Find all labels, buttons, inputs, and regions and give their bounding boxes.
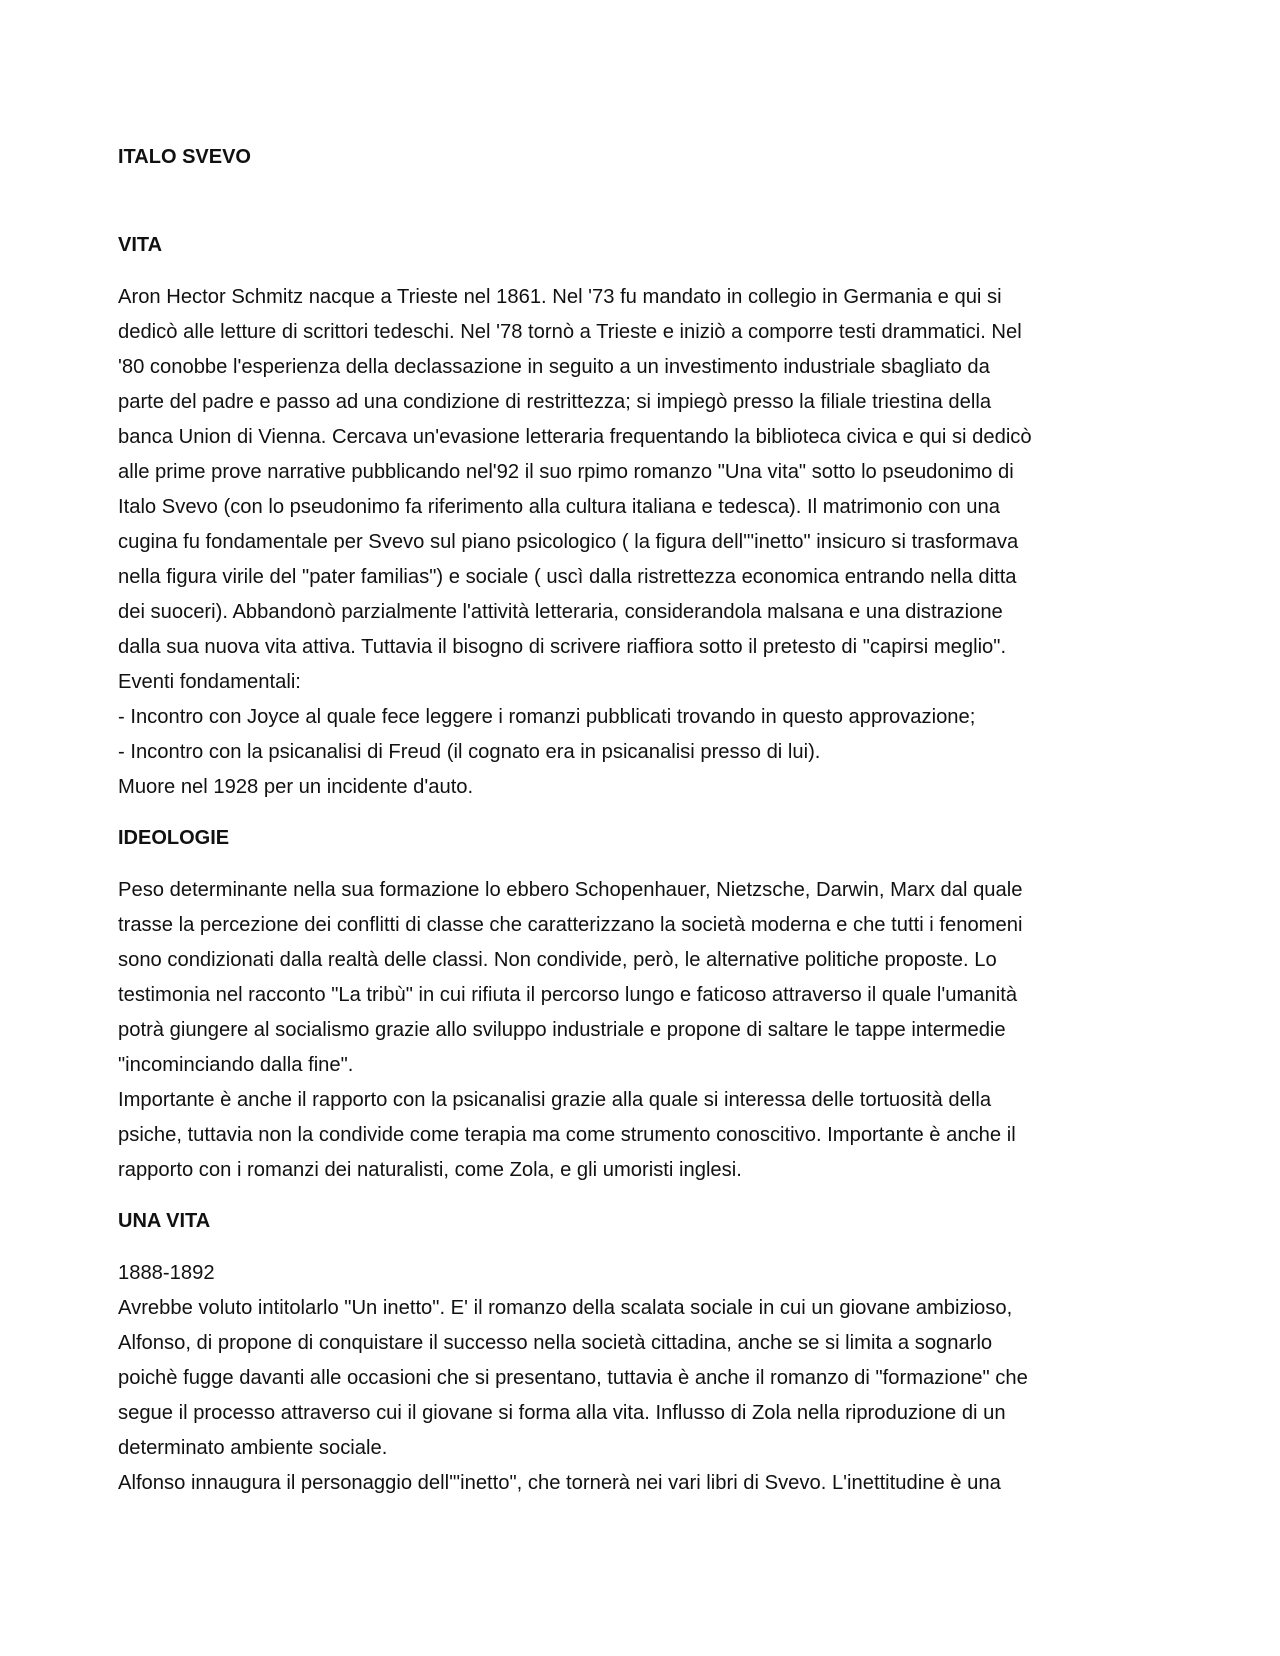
spacer (118, 1188, 1158, 1204)
section-heading: IDEOLOGIE (118, 827, 230, 849)
paragraph-line: poichè fugge davanti alle occasioni che si presentano, tuttavia è anche il romanzo di "formazione" che (118, 1367, 1028, 1389)
paragraph-line: dalla sua nuova vita attiva. Tuttavia il bisogno di scrivere riaffiora sotto il pretesto di "capirsi meglio". (118, 636, 1007, 658)
paragraph-line: Alfonso, di propone di conquistare il successo nella società cittadina, anche se si limita a sognarlo (118, 1332, 993, 1354)
document-title: ITALO SVEVO (118, 146, 251, 168)
spacer (118, 805, 1158, 821)
paragraph-line: banca Union di Vienna. Cercava un'evasione letteraria frequentando la biblioteca civica e qui si dedicò (118, 426, 1032, 448)
section-body (118, 1256, 1158, 1501)
paragraph-line: segue il processo attraverso cui il giovane si forma alla vita. Influsso di Zola nella riproduzione di un (118, 1402, 1006, 1424)
paragraph-line: alle prime prove narrative pubblicando nel'92 il suo rpimo romanzo "Una vita" sotto lo pseudonimo di (118, 461, 1014, 483)
paragraph-line: sono condizionati dalla realtà delle classi. Non condivide, però, le alternative politiche proposte. Lo (118, 949, 997, 971)
paragraph-line: Avrebbe voluto intitolarlo "Un inetto". E' il romanzo della scalata sociale in cui un giovane ambizioso, (118, 1297, 1013, 1319)
document-page (118, 140, 1158, 1501)
spacer (118, 174, 1158, 228)
paragraph-line: rapporto con i romanzi dei naturalisti, come Zola, e gli umoristi inglesi. (118, 1159, 742, 1181)
paragraph-line: dedicò alle letture di scrittori tedeschi. Nel '78 tornò a Trieste e iniziò a comporre testi drammatici. Nel (118, 321, 1022, 343)
paragraph-line: '80 conobbe l'esperienza della declassazione in seguito a un investimento industriale sbagliato da (118, 356, 990, 378)
section-body (118, 280, 1158, 805)
section-vita (118, 228, 1158, 805)
paragraph-line: cugina fu fondamentale per Svevo sul piano psicologico ( la figura dell'"inetto" insicuro si trasformava (118, 531, 1019, 553)
paragraph-line: Italo Svevo (con lo pseudonimo fa riferimento alla cultura italiana e tedesca). Il matrimonio con una (118, 496, 1000, 518)
paragraph-line: Eventi fondamentali: (118, 671, 301, 693)
paragraph-line: determinato ambiente sociale. (118, 1437, 388, 1459)
section-body (118, 873, 1158, 1188)
paragraph-line: nella figura virile del "pater familias") e sociale ( uscì dalla ristrettezza economica entrando nella ditta (118, 566, 1017, 588)
paragraph-line: potrà giungere al socialismo grazie allo sviluppo industriale e propone di saltare le tappe intermedie (118, 1019, 1006, 1041)
paragraph-line: "incominciando dalla fine". (118, 1054, 354, 1076)
spacer (118, 262, 1158, 280)
paragraph-line: 1888-1892 (118, 1262, 215, 1284)
paragraph-line: - Incontro con Joyce al quale fece leggere i romanzi pubblicati trovando in questo approvazione; (118, 706, 976, 728)
section-una-vita (118, 1204, 1158, 1501)
spacer (118, 855, 1158, 873)
paragraph-line: - Incontro con la psicanalisi di Freud (il cognato era in psicanalisi presso di lui). (118, 741, 821, 763)
section-heading: VITA (118, 234, 163, 256)
paragraph-line: Muore nel 1928 per un incidente d'auto. (118, 776, 474, 798)
spacer (118, 1238, 1158, 1256)
paragraph-line: trasse la percezione dei conflitti di classe che caratterizzano la società moderna e che tutti i fenomeni (118, 914, 1023, 936)
paragraph-line: testimonia nel racconto "La tribù" in cui rifiuta il percorso lungo e faticoso attraverso il quale l'umanità (118, 984, 1018, 1006)
section-heading: UNA VITA (118, 1210, 211, 1232)
paragraph-line: psiche, tuttavia non la condivide come terapia ma come strumento conoscitivo. Importante è anche il (118, 1124, 1016, 1146)
section-ideologie (118, 821, 1158, 1188)
paragraph-line: Importante è anche il rapporto con la psicanalisi grazie alla quale si interessa delle tortuosità della (118, 1089, 992, 1111)
paragraph-line: parte del padre e passo ad una condizione di restrittezza; si impiegò presso la filiale triestina della (118, 391, 992, 413)
paragraph-line: Aron Hector Schmitz nacque a Trieste nel 1861. Nel '73 fu mandato in collegio in Germania e qui si (118, 286, 1002, 308)
paragraph-line: Peso determinante nella sua formazione lo ebbero Schopenhauer, Nietzsche, Darwin, Marx dal quale (118, 879, 1023, 901)
paragraph-line: dei suoceri). Abbandonò parzialmente l'attività letteraria, considerandola malsana e una distrazione (118, 601, 1003, 623)
paragraph-line: Alfonso innaugura il personaggio dell'"inetto", che tornerà nei vari libri di Svevo. L'inettitudine è una (118, 1472, 1001, 1494)
